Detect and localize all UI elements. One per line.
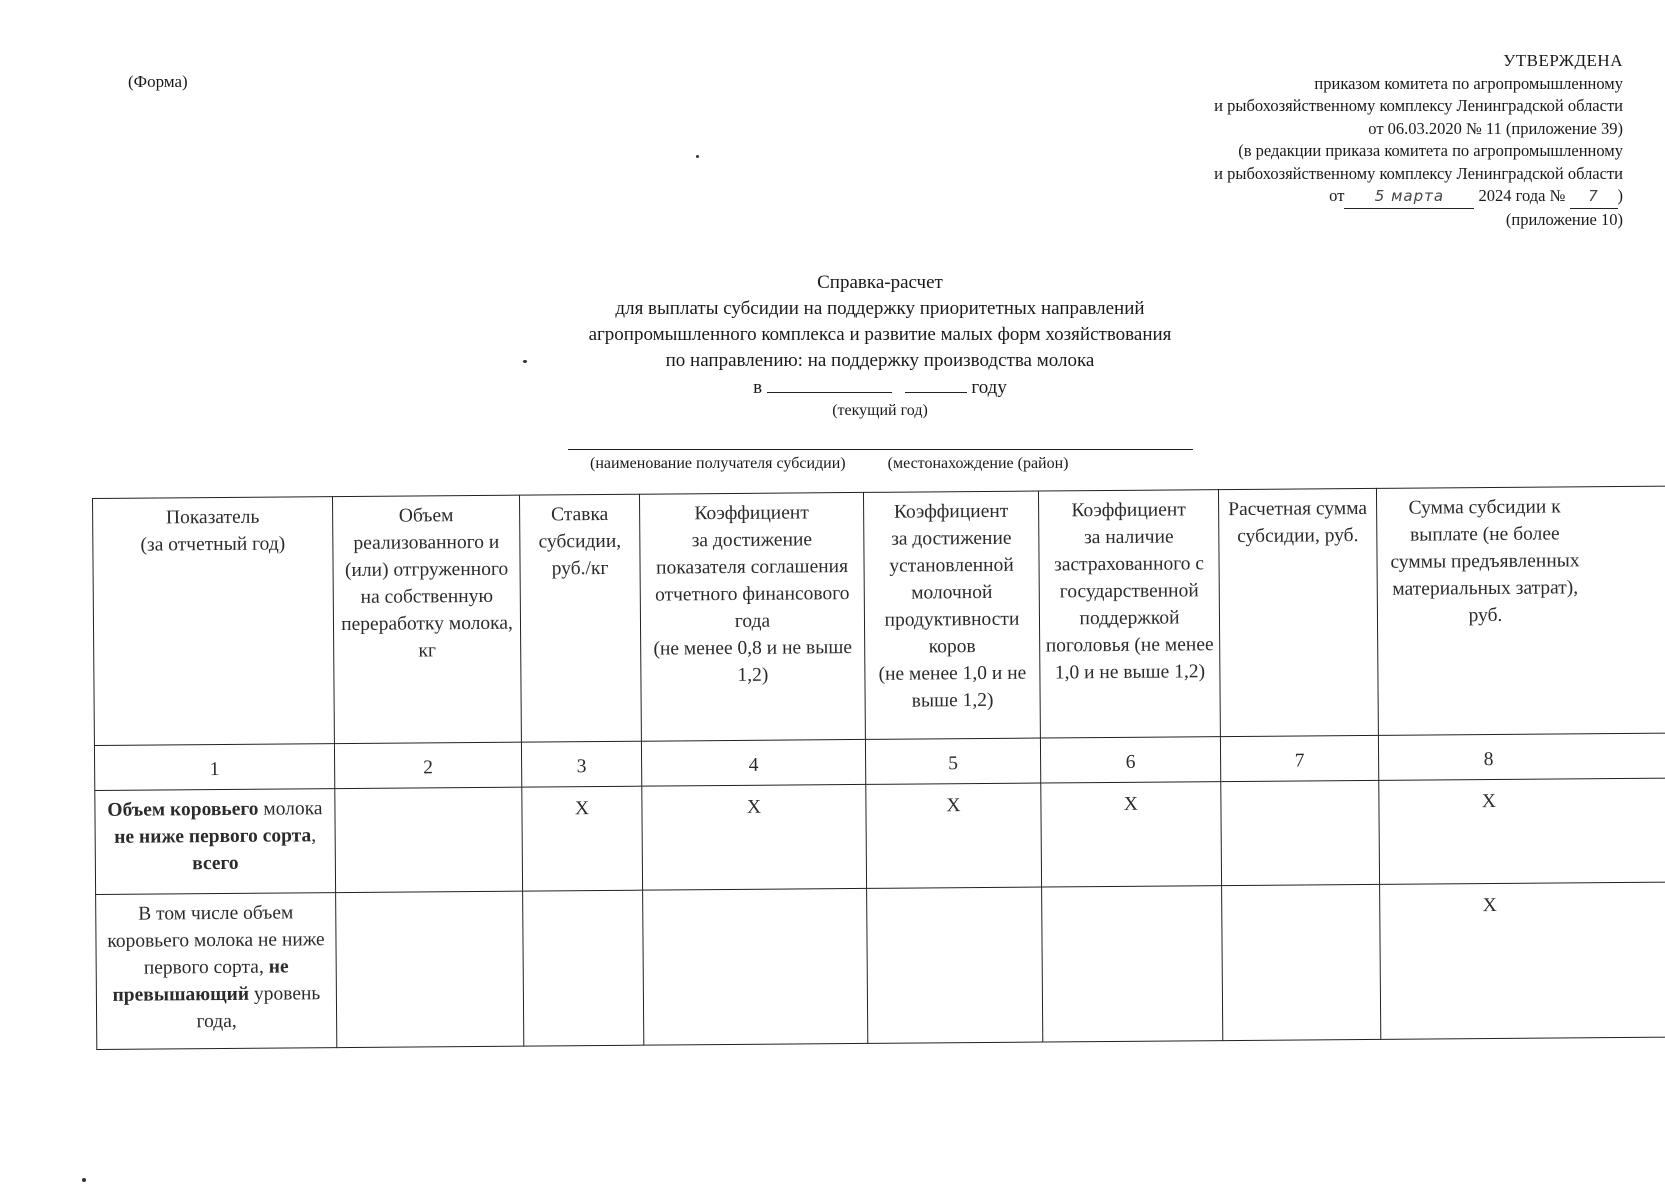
approval-line-1: приказом комитета по агропромышленному [1314,73,1623,93]
cell-value: X [1123,793,1139,815]
approval-line-2: и рыбохозяйственному комплексу Ленинградской области [1214,96,1623,115]
year-blank-1 [767,374,892,393]
header-cell: Объем реализованного и (или) отгруженного на собственную переработку молока, кг [332,495,521,743]
approval-date-line [1214,185,1623,209]
indicator-cell [96,893,337,1050]
column-number: 4 [641,739,865,786]
recipient-line [568,449,1193,450]
year-number-text: 2024 года № [1478,186,1566,205]
indicator-text: молока [263,798,323,820]
calculated-sum-cell [1222,884,1381,1040]
handwritten-number: 7 [1588,187,1599,205]
coefficient-cell [1042,886,1223,1042]
header-cell: Сумма субсидии к выплате (не более суммы предъявленных материальных затрат), руб. [1376,486,1665,735]
column-number: 3 [521,741,641,787]
scan-speck [82,1178,86,1182]
form-label: (Форма) [128,72,188,91]
recipient-location-caption: (местонахождение (район) [887,455,1069,472]
indicator-text: , [311,825,317,847]
indicator-bold: Объем коровьего [107,798,259,821]
column-number: 6 [1040,737,1220,783]
cell-value: X [574,798,590,820]
cell-value [340,898,518,901]
approval-line-7: (приложение 10) [1505,209,1623,229]
title-line-1: Справка-расчет [817,272,943,293]
header-cell: Расчетная сумма субсидии, руб. [1218,488,1378,736]
coefficient-cell [642,784,867,890]
column-number: 2 [334,742,521,788]
handwritten-date: 5 марта [1374,187,1445,205]
table-row [96,882,1665,1049]
volume-cell [336,891,524,1047]
indicator-bold: не ниже первого сорта [114,825,312,848]
scan-speck [696,155,699,158]
approval-line-3: от 06.03.2020 № 11 (приложение 39) [1368,118,1623,138]
coefficient-cell [867,887,1043,1043]
cell-value [527,897,638,900]
calculation-table-wrapper [92,486,1665,1050]
recipient-name-caption: (наименование получателя субсидии) [590,455,846,472]
cell-value [1225,787,1374,790]
column-number: 8 [1378,733,1665,780]
payout-sum-cell [1380,882,1665,1039]
column-number: 7 [1220,735,1378,781]
approved-heading: УТВЕРЖДЕНА [1503,51,1623,70]
scan-speck [523,360,527,363]
recipient-captions [590,455,1069,473]
cell-value [647,895,862,899]
document-title [430,270,1330,421]
year-caption: (текущий год) [832,402,928,419]
column-number: 5 [865,738,1040,784]
year-prefix: в [753,377,763,398]
column-number: 1 [94,744,334,791]
cell-value [1226,891,1375,894]
year-line [430,374,1330,401]
year-suffix: году [971,377,1007,398]
closing-paren: ) [1617,186,1623,205]
from-prefix: от [1329,186,1345,205]
cell-value [1046,892,1217,895]
volume-cell [335,787,523,892]
title-line-2: для выплаты субсидии на поддержку приоритетных направлений [615,298,1145,319]
title-line-3: агропромышленного комплекса и развитие малых форм хозяйствования [588,324,1172,345]
indicator-bold: всего [192,852,239,875]
header-cell: Коэффициент за достижение показателя соглашения отчетного финансового года (не менее 0,8 и не выше 1,2) [639,492,865,741]
cell-value: X [946,795,961,817]
calculation-table [92,486,1665,1050]
approval-line-5: и рыбохозяйственному комплексу Ленинградской области [1214,163,1623,183]
payout-sum-cell [1379,778,1665,884]
indicator-bold: не превышающий [112,956,289,1006]
approval-block [1214,50,1623,231]
cell-value: X [1482,894,1497,917]
date-blank [1344,185,1474,209]
indicator-text: В том числе объем коровьего молока не ниже первого сорта, [107,902,325,979]
number-blank [1570,185,1618,209]
approval-line-4: (в редакции приказа комитета по агропромышленному [1238,141,1623,160]
coefficient-cell [1041,782,1222,887]
rate-cell [523,890,644,1046]
table-row [95,778,1665,894]
indicator-text: уровень года, [196,983,321,1033]
header-cell: Ставка субсидии, руб./кг [519,494,641,742]
cell-value: X [1481,790,1497,813]
indicator-cell [95,789,336,895]
title-line-4: по направлению: на поддержку производства молока [665,350,1095,371]
coefficient-cell [643,888,868,1045]
calculated-sum-cell [1221,780,1380,885]
header-cell: Коэффициент за достижение установленной молочной продуктивности коров (не менее 1,0 и не выше 1,2) [863,491,1040,739]
year-blank-2 [905,374,967,393]
cell-value: X [746,796,762,818]
cell-value [871,894,1037,897]
cell-value [339,794,517,797]
coefficient-cell [866,783,1042,888]
table-header-row [93,486,1665,745]
rate-cell [522,786,643,891]
header-cell: Коэффициент за наличие застрахованного с государственной поддержкой поголовья (не менее 1,0 и не выше 1,2) [1038,490,1220,738]
header-cell: Показатель (за отчетный год) [93,497,335,746]
